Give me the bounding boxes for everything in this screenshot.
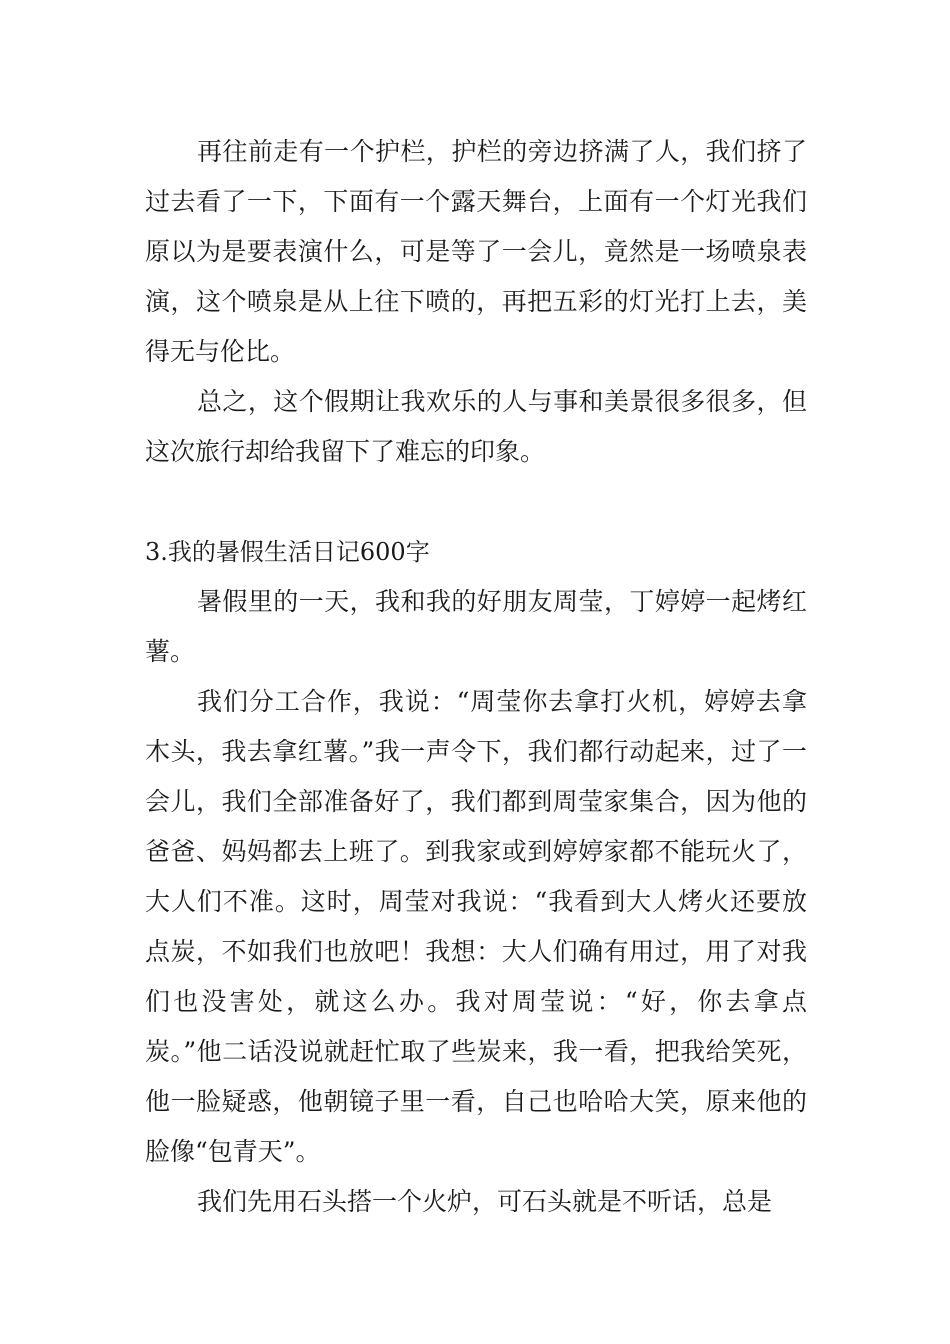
document-body bbox=[145, 127, 807, 1227]
paragraph-summary: 总之，这个假期让我欢乐的人与事和美景很多很多，但这次旅行却给我留下了难忘的印象。 bbox=[145, 387, 807, 466]
section-heading: 3.我的暑假生活日记600字 bbox=[145, 538, 430, 566]
paragraph-preparation: 我们分工合作，我说：“周莹你去拿打火机，婷婷去拿木头，我去拿红薯。”我一声令下，我们都行动起来，过了一会儿，我们全部准备好了，我们都到周莹家集合，因为他的爸爸、妈妈都去上班了。到我家或到婷婷家都不能玩火了，大人们不准。这时，周莹对我说：“我看到大人烤火还要放点炭，不如我们也放吧！我想：大人们确有用过，用了对我们也没害处，就这么办。我对周莹说：“好，你去拿点炭。”他二话没说就赶忙取了些炭来，我一看，把我给笑死，他一脸疑惑，他朝镜子里一看，自己也哈哈大笑，原来他的脸像“包青天”。 bbox=[145, 687, 807, 1166]
paragraph-fountain-show: 再往前走有一个护栏，护栏的旁边挤满了人，我们挤了过去看了一下，下面有一个露天舞台，上面有一个灯光我们原以为是要表演什么，可是等了一会儿，竟然是一场喷泉表演，这个喷泉是从上往下喷的，再把五彩的灯光打上去，美得无与伦比。 bbox=[145, 137, 807, 366]
section-gap bbox=[145, 477, 807, 527]
paragraph-stove: 我们先用石头搭一个火炉，可石头就是不听话，总是 bbox=[197, 1187, 773, 1216]
paragraph-roast-intro: 暑假里的一天，我和我的好朋友周莹，丁婷婷一起烤红薯。 bbox=[145, 587, 807, 666]
